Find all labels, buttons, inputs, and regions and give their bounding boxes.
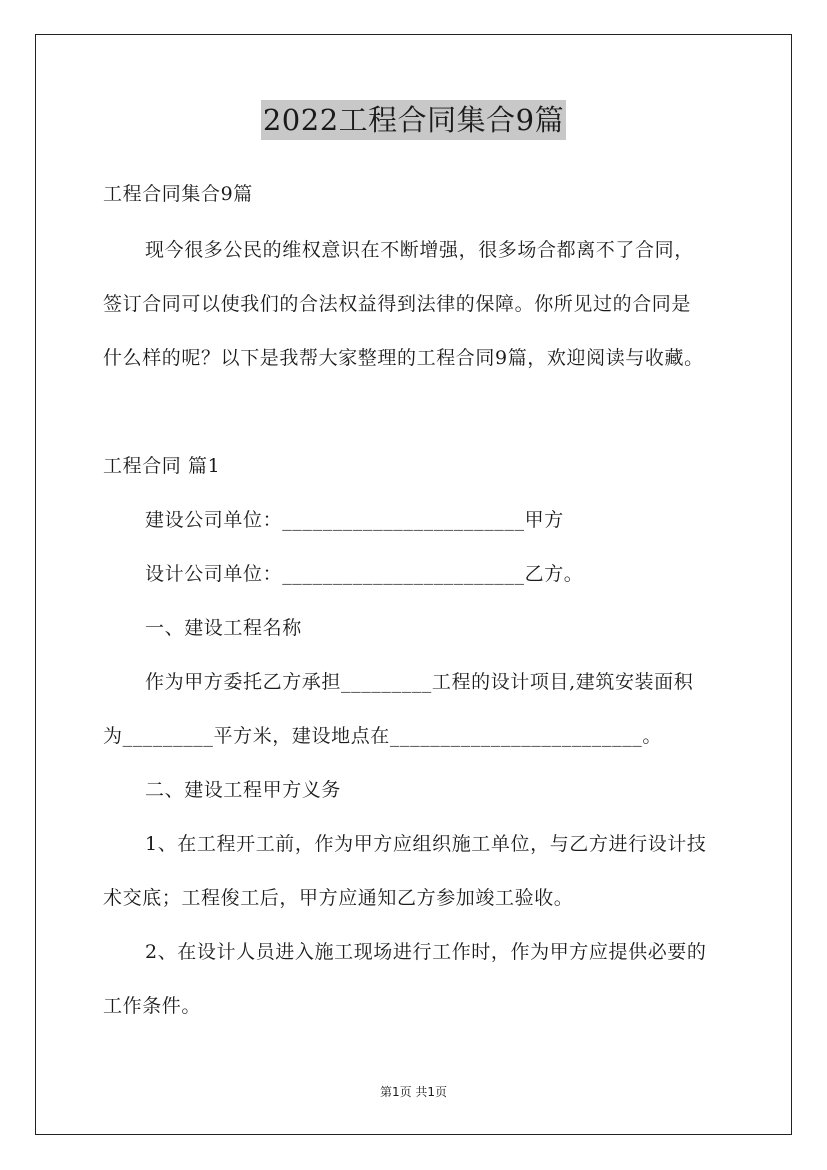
body-line: 2、在设计人员进入施工现场进行工作时，作为甲方应提供必要的 xyxy=(145,941,707,963)
body-line: 一、建设工程名称 xyxy=(145,617,302,639)
body-line: 为_________平方米，建设地点在_________________________。 xyxy=(103,725,663,747)
body-line: 作为甲方委托乙方承担_________工程的设计项目,建筑安装面积 xyxy=(145,671,694,693)
section-heading: 工程合同 篇1 xyxy=(103,455,221,477)
body-line: 二、建设工程甲方义务 xyxy=(145,779,342,801)
body-line: 工作条件。 xyxy=(103,995,202,1017)
body-line: 建设公司单位：________________________甲方 xyxy=(145,509,564,531)
document-title: 2022工程合同集合9篇 xyxy=(261,100,566,140)
body-line: 术交底；工程俊工后，甲方应通知乙方参加竣工验收。 xyxy=(103,887,574,909)
intro-line: 什么样的呢？以下是我帮大家整理的工程合同9篇，欢迎阅读与收藏。 xyxy=(103,347,704,369)
body-line: 设计公司单位：________________________乙方。 xyxy=(145,563,584,585)
intro-line: 签订合同可以使我们的合法权益得到法律的保障。你所见过的合同是 xyxy=(103,293,692,315)
page-footer: 第1页 共1页 xyxy=(379,1085,448,1099)
intro-line: 现今很多公民的维权意识在不断增强，很多场合都离不了合同， xyxy=(145,239,694,261)
document-subtitle: 工程合同集合9篇 xyxy=(103,183,253,205)
body-line: 1、在工程开工前，作为甲方应组织施工单位，与乙方进行设计技 xyxy=(145,833,707,855)
title-wrap xyxy=(0,100,827,140)
